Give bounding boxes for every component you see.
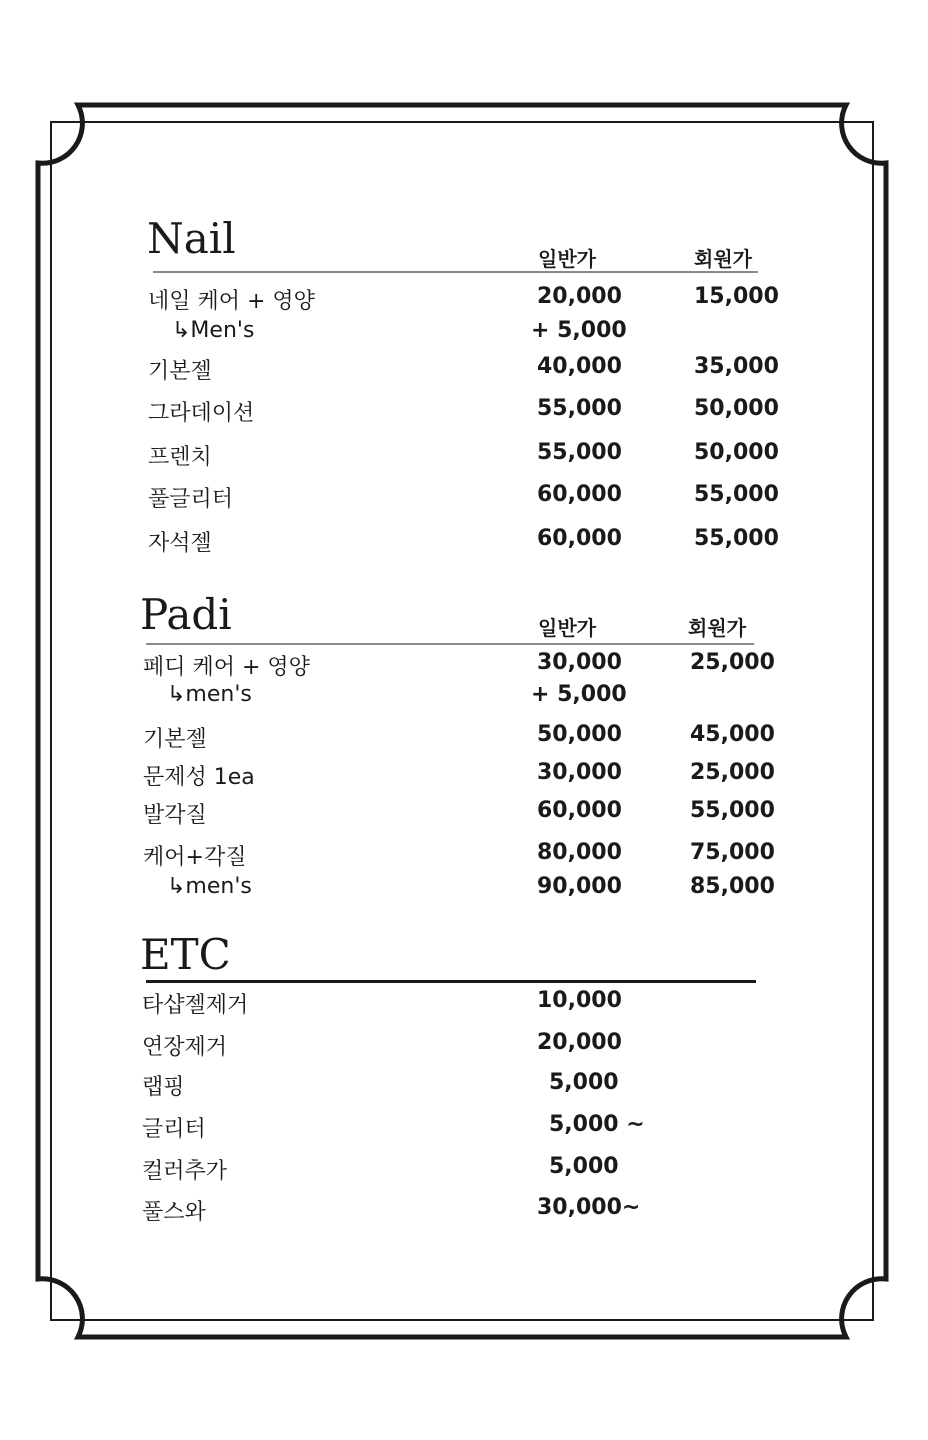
member-price: 45,000 [690,722,775,747]
price: 5,000 [549,1154,619,1179]
service-name: 풀스와 [142,1200,206,1225]
member-price: 55,000 [694,526,779,551]
regular-price: + 5,000 [531,318,627,343]
padi-price-row [0,840,928,874]
service-name: 발각질 [143,803,207,828]
service-name: 랩핑 [142,1075,185,1100]
nail-divider [153,271,758,273]
padi-divider [146,643,754,645]
nail-price-row [0,284,928,318]
member-price: 55,000 [694,482,779,507]
service-name: ↳men's [167,874,252,899]
service-name: ↳Men's [172,318,255,343]
service-name: 기본젤 [143,727,207,752]
regular-price: 30,000 [537,760,622,785]
etc-price-row [0,1154,928,1188]
price: 10,000 [537,988,622,1013]
member-price: 50,000 [694,440,779,465]
etc-divider [146,980,756,983]
etc-price-row [0,1112,928,1146]
member-price: 55,000 [690,798,775,823]
padi-regular-price-header: 일반가 [538,616,596,640]
price: 30,000~ [537,1195,641,1220]
service-name: 기본젤 [148,359,212,384]
regular-price: 50,000 [537,722,622,747]
padi-price-row [0,682,928,716]
service-name: 연장제거 [142,1035,228,1060]
nail-member-price-header: 회원가 [694,247,752,271]
regular-price: 90,000 [537,874,622,899]
regular-price: 55,000 [537,396,622,421]
padi-price-row [0,760,928,794]
service-name: 페디 케어 + 영양 [143,655,310,680]
nail-section-title: Nail [147,214,236,263]
etc-price-row [0,1070,928,1104]
price: 20,000 [537,1030,622,1055]
member-price: 50,000 [694,396,779,421]
etc-price-row [0,1030,928,1064]
service-name: 케어+각질 [143,845,247,870]
regular-price: 60,000 [537,526,622,551]
padi-price-row [0,722,928,756]
etc-price-row [0,1195,928,1229]
padi-price-row [0,874,928,908]
service-name: 글리터 [142,1117,206,1142]
member-price: 15,000 [694,284,779,309]
regular-price: 60,000 [537,482,622,507]
service-name: 그라데이션 [148,401,255,426]
member-price: 85,000 [690,874,775,899]
nail-regular-price-header: 일반가 [538,247,596,271]
service-name: ↳men's [167,682,252,707]
service-name: 프렌치 [148,445,212,470]
nail-price-row [0,396,928,430]
padi-member-price-header: 회원가 [688,616,746,640]
nail-price-row [0,482,928,516]
member-price: 25,000 [690,760,775,785]
nail-price-row [0,318,928,352]
nail-price-row [0,354,928,388]
member-price: 75,000 [690,840,775,865]
regular-price: 40,000 [537,354,622,379]
service-name: 컬러추가 [142,1159,228,1184]
regular-price: + 5,000 [531,682,627,707]
member-price: 35,000 [694,354,779,379]
etc-section-title: ETC [140,930,231,979]
service-name: 타샵젤제거 [142,993,249,1018]
padi-section-title: Padi [140,590,232,639]
etc-price-row [0,988,928,1022]
service-name: 문제성 1ea [143,765,255,790]
regular-price: 30,000 [537,650,622,675]
price: 5,000 ~ [549,1112,645,1137]
service-name: 자석젤 [148,531,212,556]
regular-price: 55,000 [537,440,622,465]
member-price: 25,000 [690,650,775,675]
price: 5,000 [549,1070,619,1095]
regular-price: 20,000 [537,284,622,309]
regular-price: 60,000 [537,798,622,823]
padi-price-row [0,650,928,684]
service-name: 풀글리터 [148,487,234,512]
service-name: 네일 케어 + 영양 [148,289,315,314]
regular-price: 80,000 [537,840,622,865]
padi-price-row [0,798,928,832]
nail-price-row [0,440,928,474]
nail-price-row [0,526,928,560]
